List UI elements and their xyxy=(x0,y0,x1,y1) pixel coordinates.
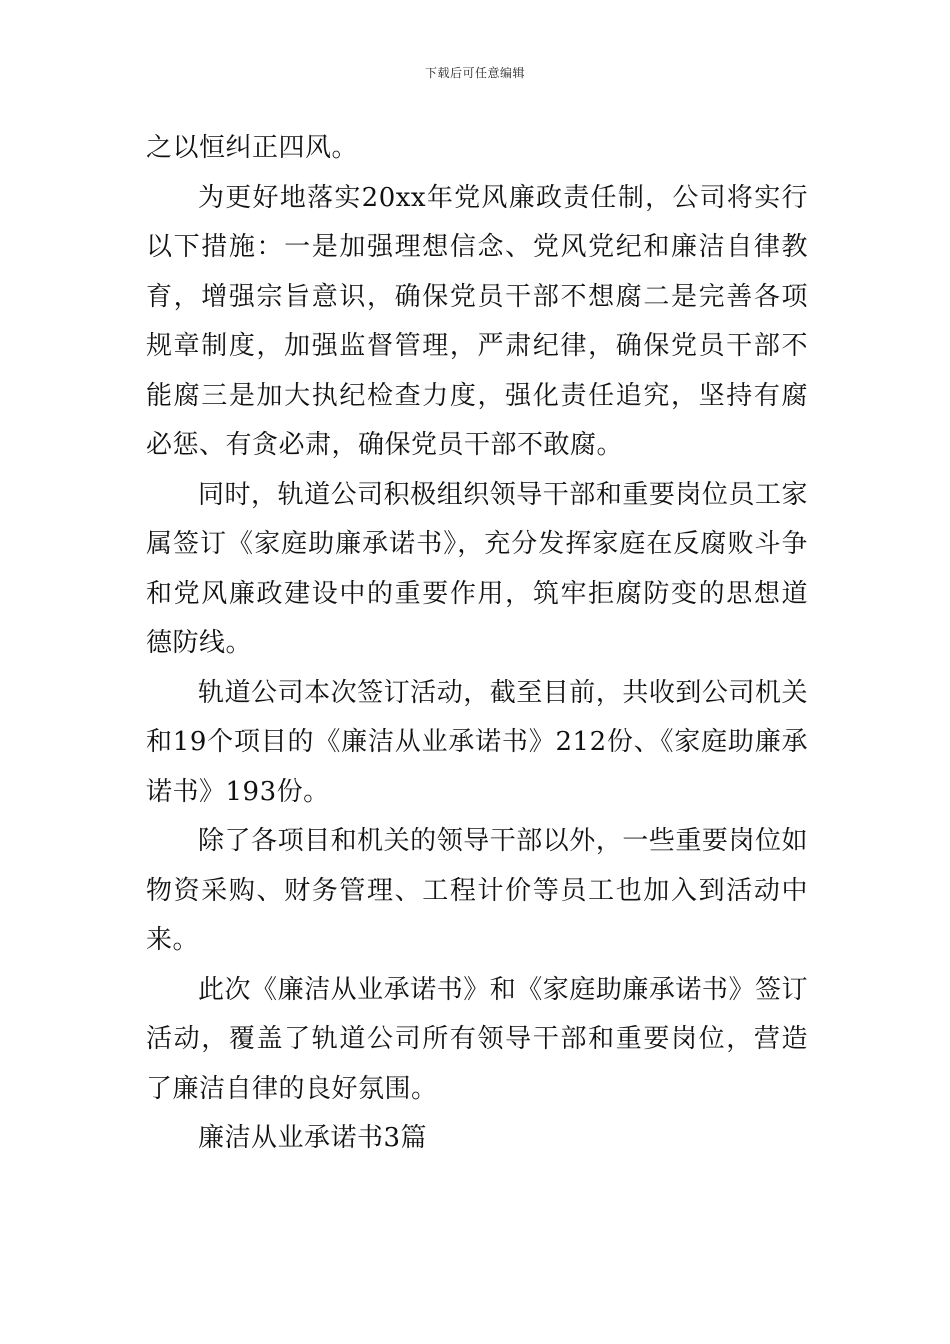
page-header: 下载后可任意编辑 xyxy=(424,66,525,80)
paragraph-5: 除了各项目和机关的领导干部以外，一些重要岗位如物资采购、财务管理、工程计价等员工也加入到活动中来。 xyxy=(146,826,808,955)
section-heading: 廉洁从业承诺书3篇 xyxy=(198,1123,428,1153)
paragraph-3: 同时，轨道公司积极组织领导干部和重要岗位员工家属签订《家庭助廉承诺书》，充分发挥家庭在反腐败斗争和党风廉政建设中的重要作用，筑牢拒腐防变的思想道德防线。 xyxy=(146,479,808,658)
document-body xyxy=(146,124,808,1164)
paragraph-2: 为更好地落实20xx年党风廉政责任制，公司将实行以下措施：一是加强理想信念、党风党纪和廉洁自律教育，增强宗旨意识，确保党员干部不想腐二是完善各项规章制度，加强监督管理，严肃纪律，确保党员干部不能腐三是加大执纪检查力度，强化责任追究，坚持有腐必惩、有贪必肃，确保党员干部不敢腐。 xyxy=(146,182,808,460)
paragraph-6: 此次《廉洁从业承诺书》和《家庭助廉承诺书》签订活动，覆盖了轨道公司所有领导干部和重要岗位，营造了廉洁自律的良好氛围。 xyxy=(146,974,808,1104)
paragraph-4: 轨道公司本次签订活动，截至目前，共收到公司机关和19个项目的《廉洁从业承诺书》212份、《家庭助廉承诺书》193份。 xyxy=(146,677,808,807)
paragraph-1: 之以恒纠正四风。 xyxy=(146,133,359,163)
